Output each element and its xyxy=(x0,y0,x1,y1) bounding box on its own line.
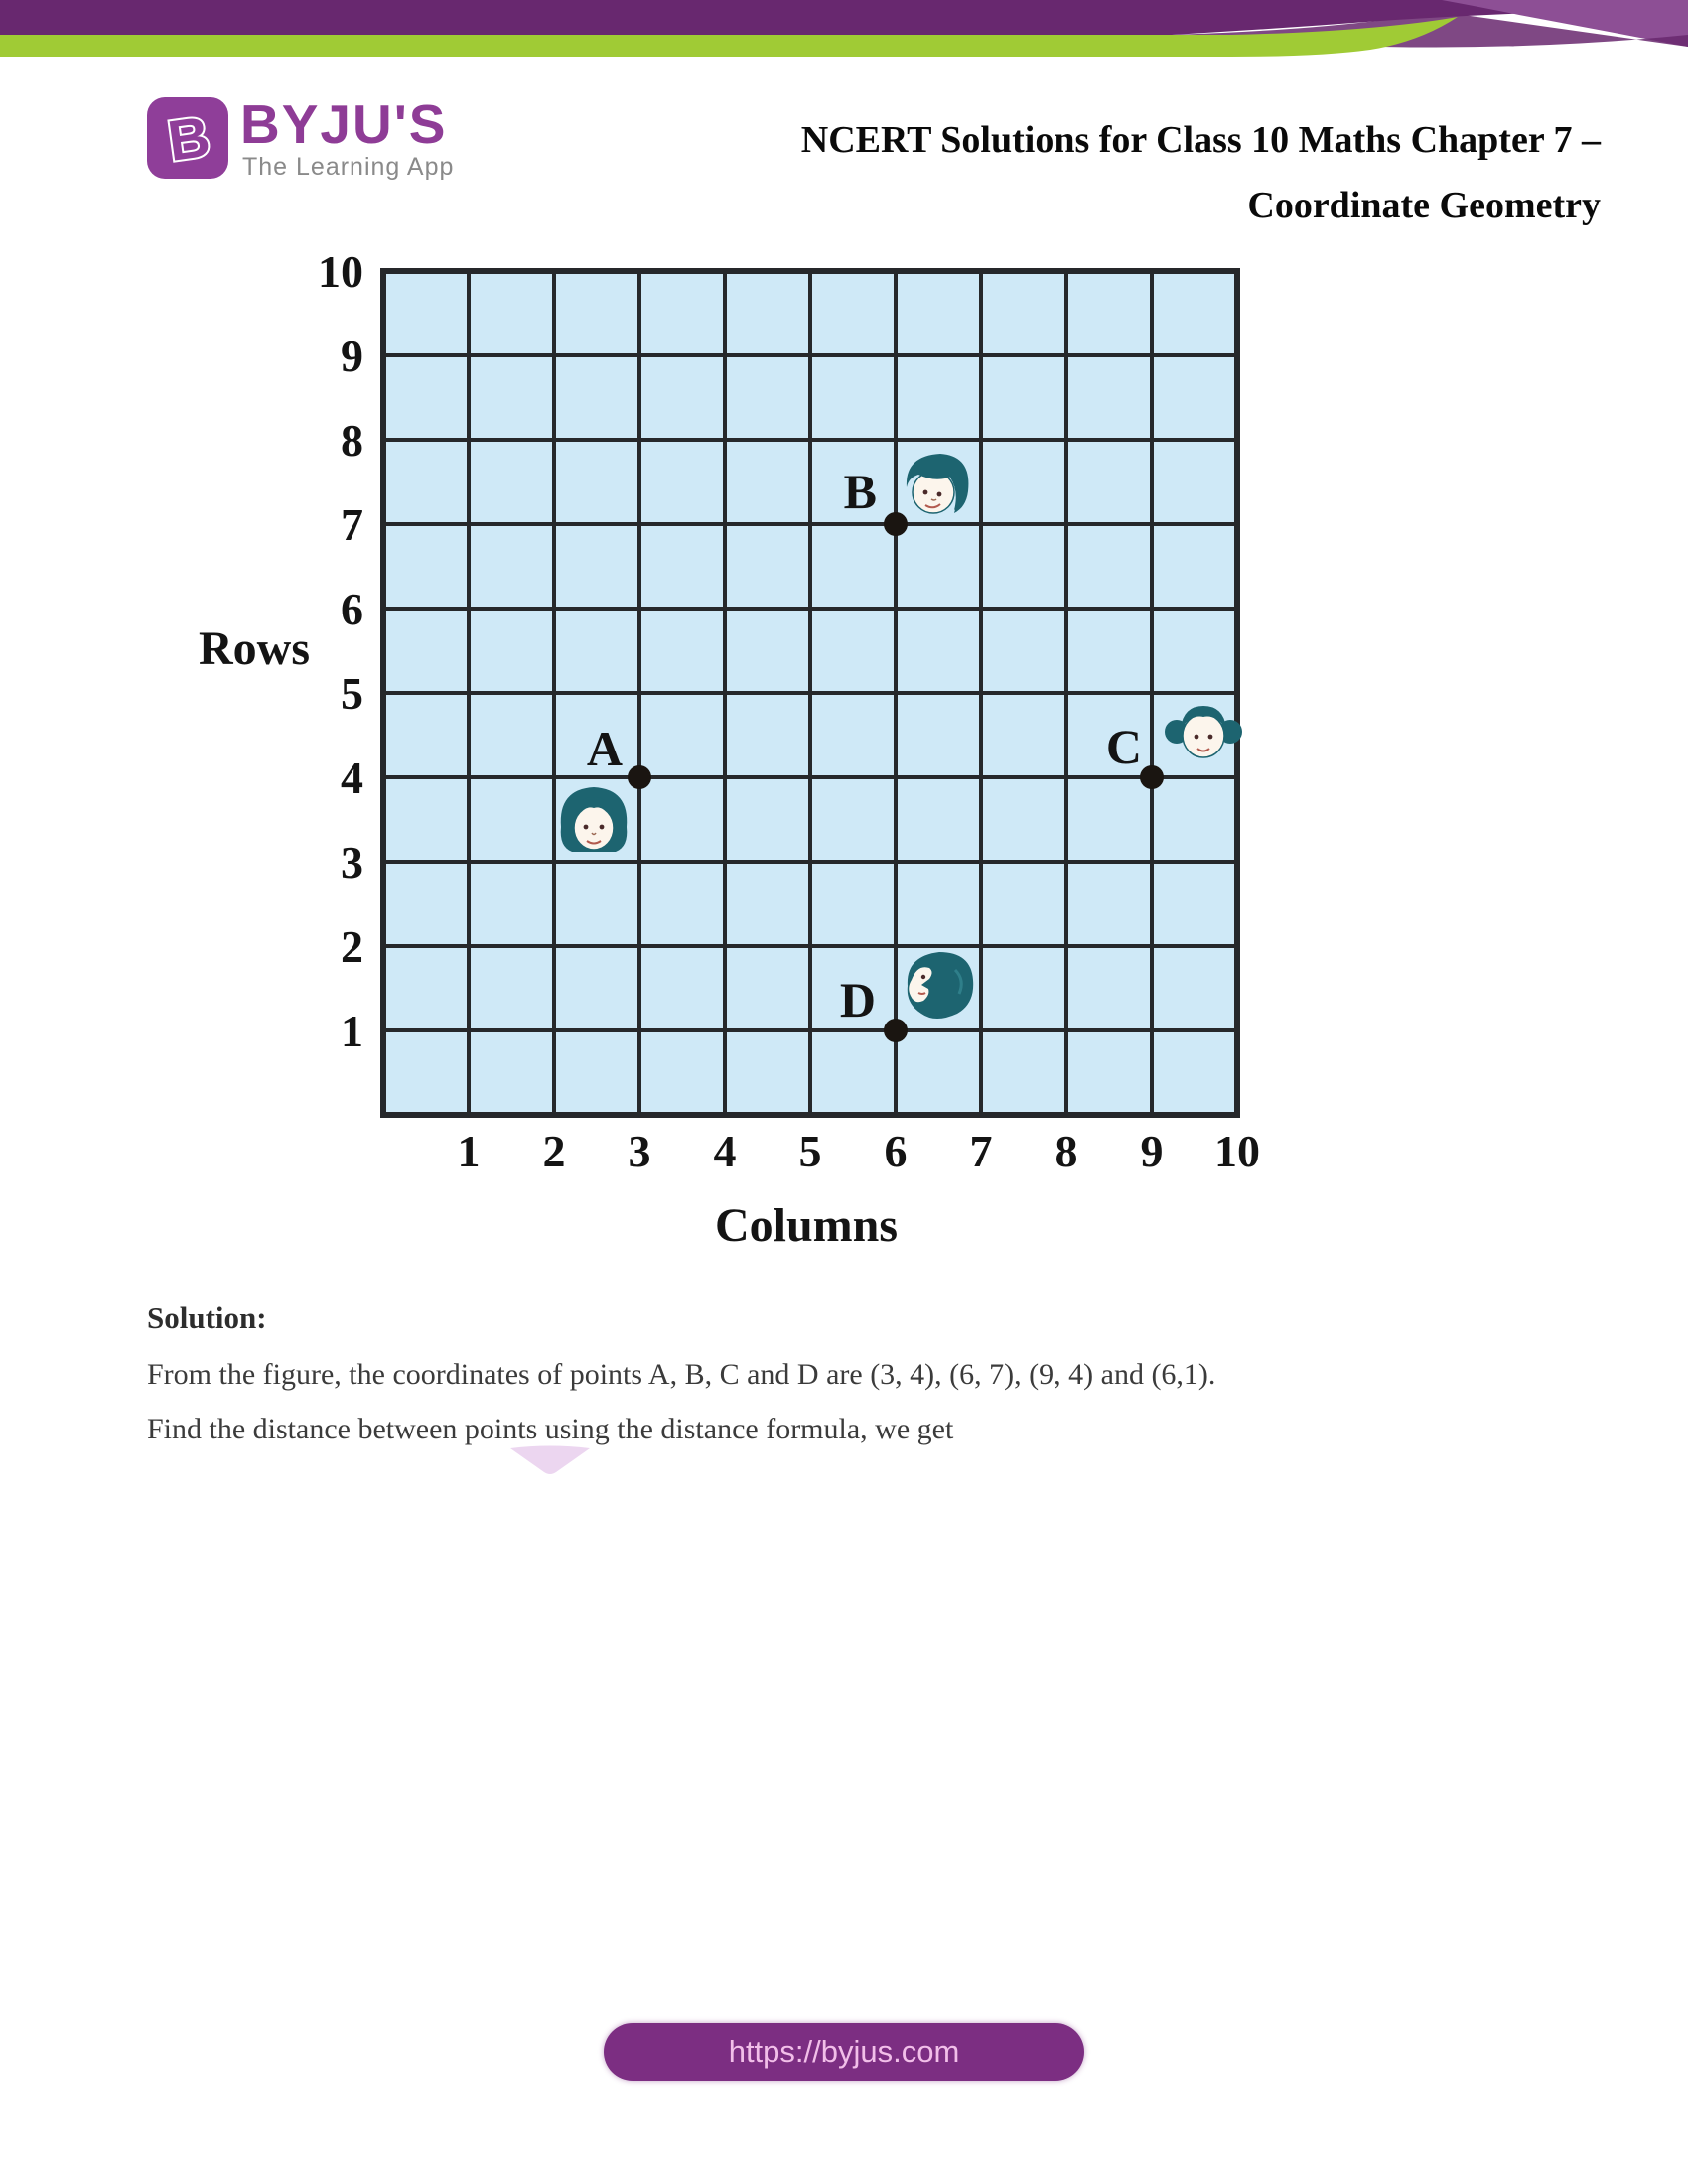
col-tick-label: 1 xyxy=(457,1126,481,1176)
grid-point-C xyxy=(1140,765,1164,789)
face-illustration-D xyxy=(908,952,973,1019)
col-tick-label: 2 xyxy=(542,1126,566,1176)
footer-url-pill[interactable] xyxy=(604,2023,1084,2081)
watermark-triangle xyxy=(509,1445,591,1476)
point-label-D: D xyxy=(839,972,876,1027)
col-tick-label: 7 xyxy=(969,1126,993,1176)
grid-point-D xyxy=(884,1019,908,1042)
byjus-tagline: The Learning App xyxy=(242,153,455,181)
svg-text:B: B xyxy=(164,104,214,174)
row-tick-label: 7 xyxy=(341,499,363,550)
col-tick-label: 5 xyxy=(798,1126,822,1176)
col-tick-label: 10 xyxy=(1214,1126,1260,1176)
byjus-brand-text: BYJU'S xyxy=(240,93,448,155)
col-tick-label: 8 xyxy=(1055,1126,1078,1176)
row-tick-label: 5 xyxy=(341,668,363,719)
row-tick-label: 8 xyxy=(341,415,363,466)
grid-point-A xyxy=(628,765,651,789)
solution-heading: Solution: xyxy=(147,1300,267,1335)
row-tick-label: 2 xyxy=(341,921,363,972)
rows-axis-label: Rows xyxy=(198,622,311,675)
point-label-A: A xyxy=(586,721,623,776)
col-tick-label: 4 xyxy=(713,1126,737,1176)
col-tick-label: 9 xyxy=(1140,1126,1164,1176)
col-tick-label: 3 xyxy=(628,1126,651,1176)
face-illustration-B xyxy=(907,454,969,513)
row-tick-label: 10 xyxy=(318,246,363,297)
columns-axis-label: Columns xyxy=(714,1199,899,1252)
footer-url-text: https://byjus.com xyxy=(728,2034,960,2069)
row-tick-label: 3 xyxy=(341,837,363,887)
grid-point-B xyxy=(884,512,908,536)
row-tick-label: 6 xyxy=(341,584,363,634)
solution-paragraph-1: From the figure, the coordinates of points A, B, C and D are (3, 4), (6, 7), (9, 4) and (6,1). xyxy=(147,1358,1216,1391)
face-illustration-A xyxy=(561,787,628,852)
col-tick-label: 6 xyxy=(884,1126,908,1176)
point-label-B: B xyxy=(843,464,877,519)
row-tick-label: 4 xyxy=(341,752,363,803)
row-tick-label: 1 xyxy=(341,1006,363,1056)
row-tick-label: 9 xyxy=(341,331,363,381)
page-title-line1: NCERT Solutions for Class 10 Maths Chapter 7 – xyxy=(800,119,1601,161)
solution-paragraph-2: Find the distance between points using the distance formula, we get xyxy=(147,1413,954,1445)
point-label-C: C xyxy=(1105,719,1142,774)
page-title-line2: Coordinate Geometry xyxy=(1247,185,1601,226)
